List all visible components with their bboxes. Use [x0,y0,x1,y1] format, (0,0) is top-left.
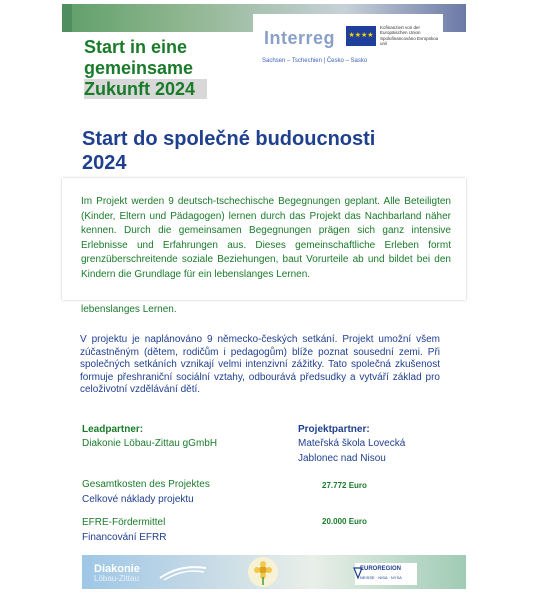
euroregion-logo-subtext: NEISSE · NISA · NYSA [360,575,402,580]
efre-funding-label-cz: Financování EFRR [82,532,167,543]
czech-title [82,127,442,175]
eu-flag-icon [346,26,376,46]
czech-description: V projektu je naplánováno 9 německo-českých setkání. Projekt umožní všem zúčastněným (dětem, rodičům i pedagogům) blíže poznat sousední zemi. Při společných setkáních vznikají velmi intenzivní zážitky. Tato společná zkušenost formuje přeshraniční sociální vztahy, odbourává předsudky a vytváří základ pro celoživotní vzdělávání dětí. [80,334,440,396]
euroregion-logo-text: EUROREGION [360,566,402,572]
czech-title-line1: Start do společné budoucnosti [82,128,376,150]
german-title [84,37,244,100]
german-description-tail: lebenslanges Lernen. [81,304,177,315]
top-banner-accent [62,4,72,32]
leadpartner-name: Diakonie Löbau-Zittau gGmbH [82,438,218,449]
projectpartner-label: Projektpartner: [298,424,370,435]
eu-stars: ★★★★ [348,32,374,39]
diakonie-logo-text: Diakonie [94,563,140,575]
leadpartner-label: Leadpartner: [82,424,144,435]
flower-icon [248,557,278,587]
program-region: Sachsen – Tschechien | Česko – Sasko [262,58,368,64]
total-costs-amount: 27.772 Euro [322,481,367,490]
diakonie-logo-subtext: Löbau-Zittau [94,574,139,583]
german-description: Im Projekt werden 9 deutsch-tschechische Begegnungen geplant. Alle Beteiligten (Kinder, Eltern und Pädagogen) lernen durch das Projekt das Nachbarland näher kennen. Durch die gemeinsamen Begegnungen prägen sich ganz intensive Erlebnisse und Erfahrungen aus. Dieses gemeinschaftliche Erleben formt grenzüberschreitende soziale Beziehungen, baut Vorurteile ab und bildet bei den Kindern die Grundlage für ein lebenslanges Lernen. [81,196,451,280]
german-title-line1: Start in eine [84,37,188,57]
czech-title-line2: 2024 [82,152,127,174]
efre-funding-label-de: EFRE-Fördermittel [82,517,166,528]
german-title-line2: gemeinsame [84,58,194,78]
total-costs-label-de: Gesamtkosten des Projektes [82,479,210,490]
efre-funding-amount: 20.000 Euro [322,517,367,526]
total-costs-label-cz: Celkové náklady projektu [82,494,194,505]
projectpartner-name-line2: Jablonec nad Nisou [298,453,386,464]
swoosh-icon [158,562,208,582]
german-title-line3: Zukunft 2024 [84,79,207,99]
interreg-logo-text: Interreg [264,28,336,48]
projectpartner-name-line1: Mateřská škola Lovecká [298,438,406,449]
eu-cofinance-text: Kofinanziert von der Europäischen Union Spolufinancováno Evropskou unií [380,25,439,47]
kindergarten-logo [248,557,278,587]
